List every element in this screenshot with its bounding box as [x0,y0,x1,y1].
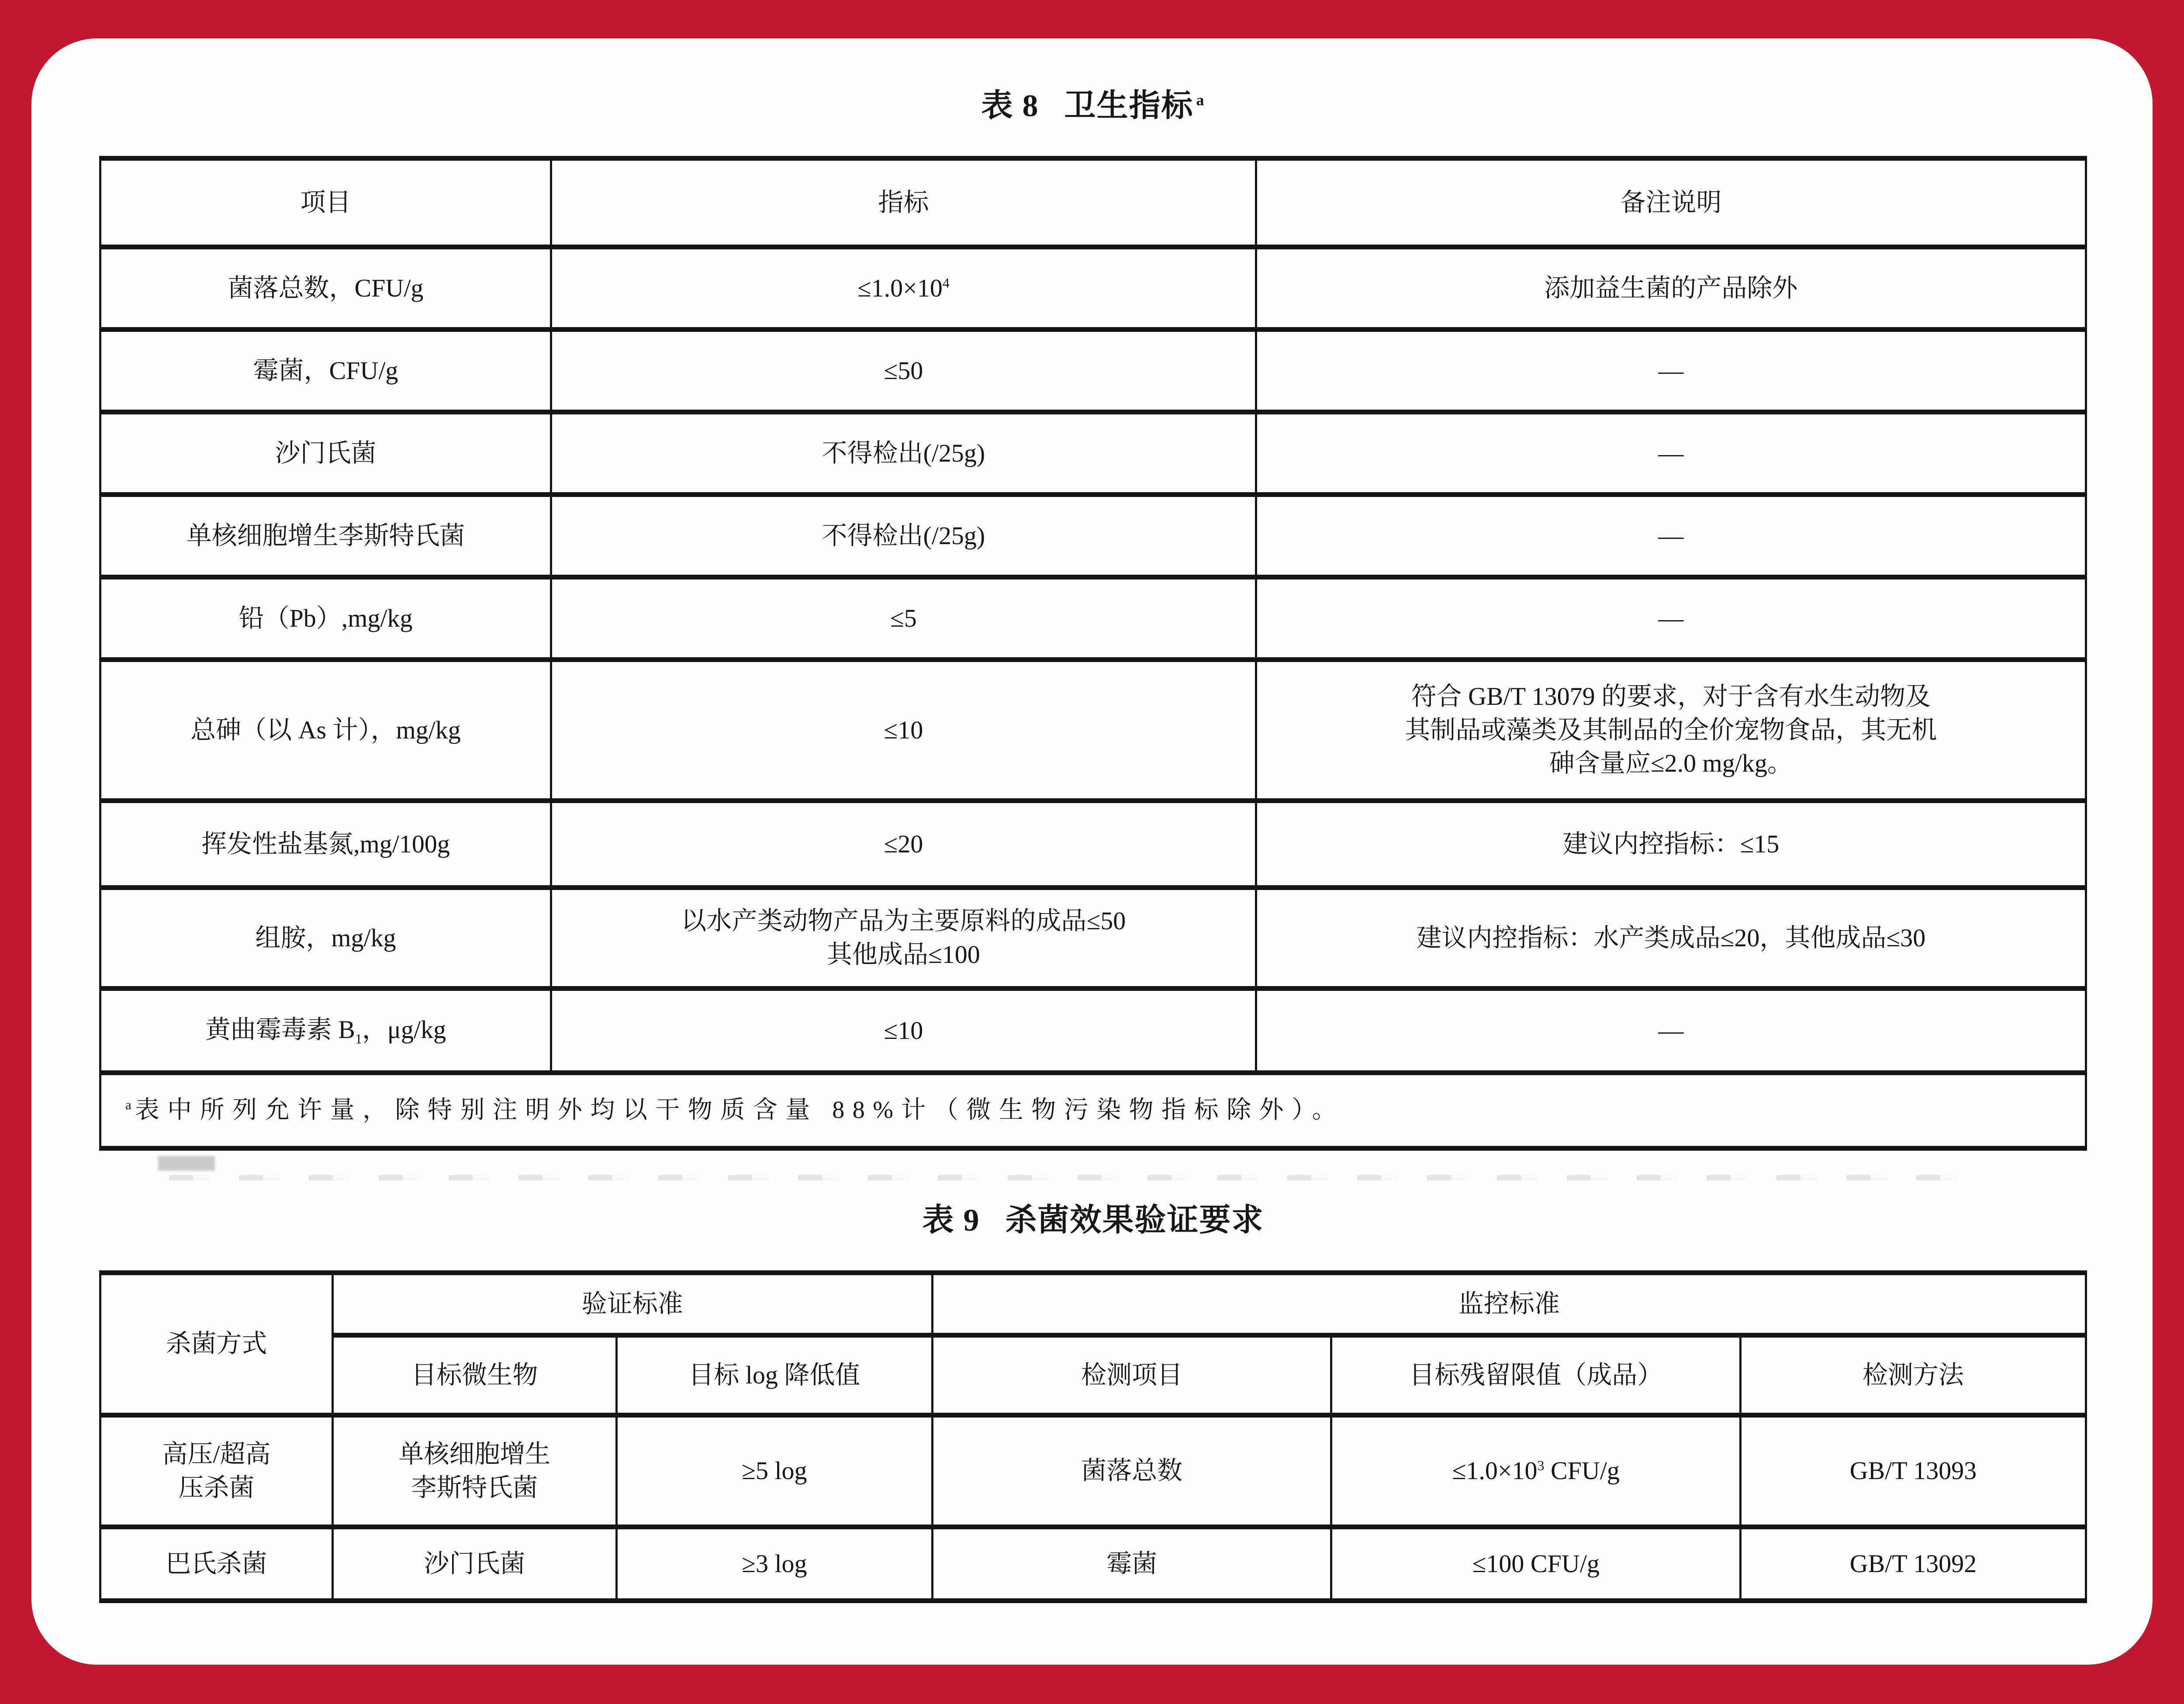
cell-remark: — [1256,330,2086,412]
cell-item: 总砷（以 As 计），mg/kg [100,660,551,801]
cell-remark: 建议内控指标：水产类成品≤20，其他成品≤30 [1256,888,2086,989]
header-test-method: 检测方法 [1740,1335,2086,1415]
table-row [100,660,2086,801]
table-row [100,577,2086,660]
cell-indicator: ≤10 [551,989,1256,1073]
table-row [100,989,2086,1073]
table8-title [99,80,2087,125]
cell-test-method: GB/T 13093 [1740,1415,2086,1527]
cell-item: 组胺，mg/kg [100,888,551,989]
cell-test-item: 霉菌 [932,1527,1331,1601]
indicator-line: 其他成品≤100 [826,940,980,969]
table-row [100,1527,2086,1601]
table-footnote-row [100,1073,2086,1149]
cell-remark [1256,660,2086,801]
table-row [100,801,2086,888]
header-indicator: 指标 [551,159,1256,247]
table-row [100,330,2086,412]
cell-item: 沙门氏菌 [100,412,551,495]
cell-indicator: ≤50 [551,330,1256,412]
cell-limit: $\le 1.0\times 10^3$ CFU/g [1331,1415,1740,1527]
header-target-microbe: 目标微生物 [332,1335,616,1415]
header-verification-group: 验证标准 [332,1273,932,1335]
cell-test-method: GB/T 13092 [1740,1527,2086,1601]
table-header-row [100,159,2086,247]
method-line: 高压/超高 [162,1439,271,1468]
table8-title-number: 表 8 [981,88,1039,123]
header-item: 项目 [100,159,551,247]
cell-indicator [551,888,1256,989]
cell-indicator: 不得检出(/25g) [551,412,1256,495]
cell-item: 霉菌，CFU/g [100,330,551,412]
remark-line: 其制品或藻类及其制品的全价宠物食品，其无机 [1405,715,1937,744]
table-subheader-row [100,1335,2086,1415]
header-method: 杀菌方式 [100,1273,333,1415]
microbe-line: 单核细胞增生 [398,1439,551,1468]
table9-title-number: 表 9 [922,1203,980,1238]
table-row [100,888,2086,989]
exponent: 4 [942,275,950,291]
header-remark: 备注说明 [1256,159,2086,247]
cell-method: 巴氏杀菌 [100,1527,333,1601]
header-monitoring-group: 监控标准 [932,1273,2086,1335]
cell-item: 铅（Pb）,mg/kg [100,577,551,660]
cell-indicator: ≤10 [551,660,1256,801]
cell-remark: — [1256,495,2086,577]
table8-title-footnote-marker: a [1196,91,1205,109]
table9-title [99,1194,2087,1240]
header-residual-limit: 目标残留限值（成品） [1331,1335,1740,1415]
sterilization-verification-table [99,1270,2087,1603]
method-line: 压杀菌 [178,1473,255,1502]
cell-log-reduction: ≥3 log [616,1527,932,1601]
cell-method [100,1415,333,1527]
table-row [100,1415,2086,1527]
cell-microbe: 沙门氏菌 [332,1527,616,1601]
scan-artifact [112,1172,2074,1182]
cell-indicator: $\le 1.0\times 10^4$ [551,247,1256,330]
microbe-line: 李斯特氏菌 [411,1473,538,1502]
table-row [100,412,2086,495]
cell-item: 挥发性盐基氮,mg/100g [100,801,551,888]
cell-remark: 添加益生菌的产品除外 [1256,247,2086,330]
document-page [31,38,2153,1665]
cell-remark: — [1256,989,2086,1073]
exponent: 3 [1537,1458,1545,1473]
cell-indicator: 不得检出(/25g) [551,495,1256,577]
cell-indicator: ≤20 [551,801,1256,888]
cell-item: 单核细胞增生李斯特氏菌 [100,495,551,577]
remark-line: 砷含量应≤2.0 mg/kg。 [1549,749,1793,778]
cell-test-item: 菌落总数 [932,1415,1331,1527]
table9-title-text: 杀菌效果验证要求 [1005,1203,1264,1238]
cell-remark: — [1256,577,2086,660]
table-row [100,495,2086,577]
cell-indicator: ≤5 [551,577,1256,660]
hygiene-indicators-table [99,156,2087,1151]
table-row [100,247,2086,330]
cell-item: 黄曲霉毒素 $B_1$，μg/kg [100,989,551,1073]
indicator-line: 以水产类动物产品为主要原料的成品≤50 [681,907,1126,935]
cell-microbe [332,1415,616,1527]
scan-smudge [158,1156,215,1171]
header-test-item: 检测项目 [932,1335,1331,1415]
table-footnote: $^a$ 表中所列允许量，除特别注明外均以干物质含量 88%计（微生物污染物指标除外）。 [100,1073,2086,1149]
cell-remark: 建议内控指标：≤15 [1256,801,2086,888]
cell-remark: — [1256,412,2086,495]
table-header-group-row [100,1273,2086,1335]
cell-log-reduction: ≥5 log [616,1415,932,1527]
subscript: 1 [355,1031,362,1047]
cell-limit: ≤100 CFU/g [1331,1527,1740,1601]
cell-item: 菌落总数，CFU/g [100,247,551,330]
remark-line: 符合 GB/T 13079 的要求，对于含有水生动物及 [1411,682,1931,711]
scan-ghost-text [169,1175,1973,1180]
footnote-marker: a [125,1097,131,1113]
page-content [31,38,2153,1603]
header-target-log: 目标 log 降低值 [616,1335,932,1415]
table8-title-text: 卫生指标 [1064,88,1194,123]
